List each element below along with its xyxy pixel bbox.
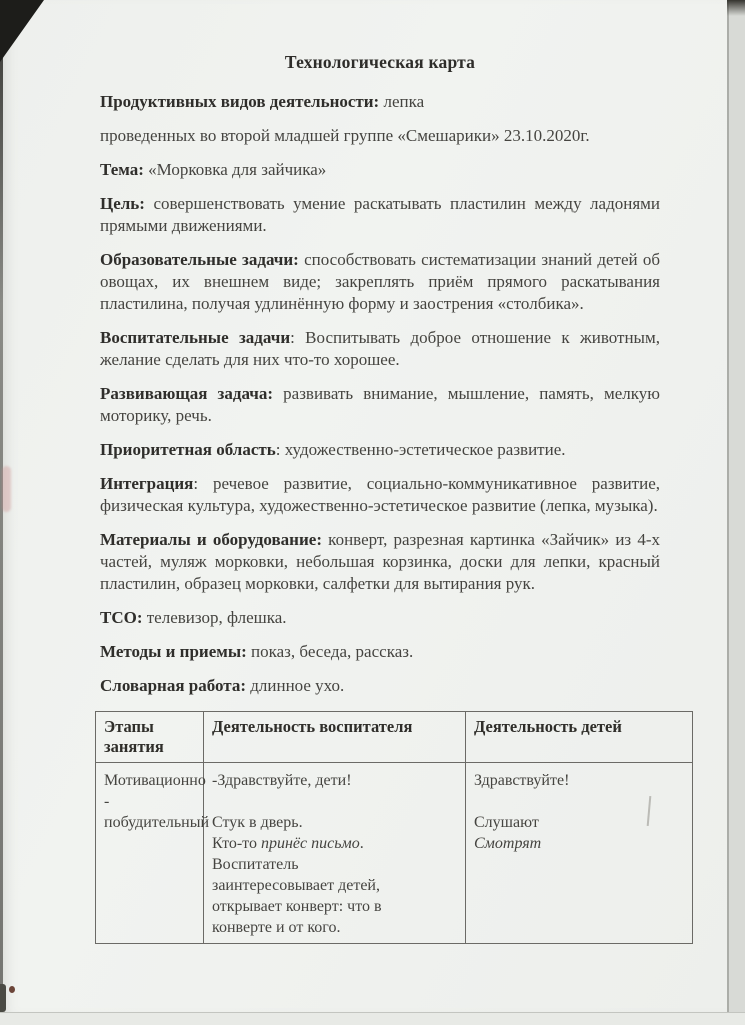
- paragraph-priority-area: Приоритетная область: художественно-эстетическое развитие.: [100, 440, 566, 459]
- scan-smudge-artifact: [2, 466, 11, 512]
- lesson-table: [95, 711, 693, 944]
- children-cell: [466, 763, 693, 944]
- cell-line: Кто-то принёс письмо.: [212, 835, 364, 852]
- paragraph-list: [100, 91, 660, 697]
- table-header-row: [96, 712, 693, 763]
- table-header-stage: Этапы занятия: [96, 712, 204, 763]
- paragraph-theme: Тема: «Морковка для зайчика»: [100, 160, 327, 179]
- cell-line: [474, 791, 684, 812]
- paragraph-goal: Цель: совершенствовать умение раскатывать пластилин между ладонями прямыми движениями.: [100, 194, 660, 235]
- teacher-cell: [204, 763, 466, 944]
- paragraph-upbringing-tasks: Воспитательные задачи: Воспитывать доброе отношение к животным, желание сделать для них что-то хорошее.: [100, 328, 660, 369]
- cell-line: Воспитатель: [212, 856, 299, 873]
- paragraph-educational-tasks: Образовательные задачи: способствовать систематизации знаний детей об овощах, их внешнем виде; закреплять приём прямого раскатывания пластилина, получая удлинённую форму и заострения «столбика».: [100, 250, 661, 313]
- cell-line: Здравствуйте!: [474, 772, 570, 789]
- table-header-children: Деятельность детей: [466, 712, 693, 763]
- cell-line: [212, 791, 457, 812]
- cell-line: Стук в дверь.: [212, 814, 303, 831]
- scanner-background: [727, 0, 745, 1024]
- paragraph-tso: ТСО: телевизор, флешка.: [100, 608, 287, 627]
- table-row: [96, 763, 693, 944]
- paragraph-vocabulary: Словарная работа: длинное ухо.: [100, 676, 345, 695]
- cell-line: заинтересовывает детей,: [212, 877, 380, 894]
- paragraph-developing-task: Развивающая задача: развивать внимание, мышление, память, мелкую моторику, речь.: [100, 384, 660, 425]
- paragraph-group-info: проведенных во второй младшей группе «Смешарики» 23.10.2020г.: [100, 126, 590, 145]
- stage-cell: [96, 763, 210, 944]
- cell-line: конверте и от кого.: [212, 919, 341, 936]
- scan-corner-shadow-top-right: [727, 0, 745, 16]
- scan-corner-shadow-bottom-left: [0, 984, 6, 1012]
- page-title: Технологическая карта: [284, 52, 476, 72]
- paragraph-integration: Интеграция: речевое развитие, социально-коммуникативное развитие, физическая культура, художественно-эстетическое развитие (лепка, музыка).: [100, 474, 660, 515]
- scanner-bottom-strip: [0, 1012, 745, 1025]
- cell-line: Мотивационно -: [104, 772, 206, 810]
- paper-right-edge: [727, 0, 729, 1012]
- table-header-teacher: Деятельность воспитателя: [204, 712, 466, 763]
- cell-line: Слушают: [474, 814, 539, 831]
- cell-line: побудительный: [104, 814, 210, 831]
- paragraph-methods: Методы и приемы: показ, беседа, рассказ.: [100, 642, 414, 661]
- paragraph-productive-activities: Продуктивных видов деятельности: лепка: [100, 92, 425, 111]
- scan-dot-artifact: [9, 986, 15, 993]
- cell-line: открывает конверт: что в: [212, 898, 382, 915]
- paragraph-materials-equipment: Материалы и оборудование: конверт, разрезная картинка «Зайчик» из 4-х частей, муляж морковки, небольшая корзинка, доски для лепки, красный пластилин, образец морковки, салфетки для вытирания рук.: [100, 530, 660, 593]
- cell-line: -Здравствуйте, дети!: [212, 772, 352, 789]
- cell-line: Смотрят: [474, 835, 542, 852]
